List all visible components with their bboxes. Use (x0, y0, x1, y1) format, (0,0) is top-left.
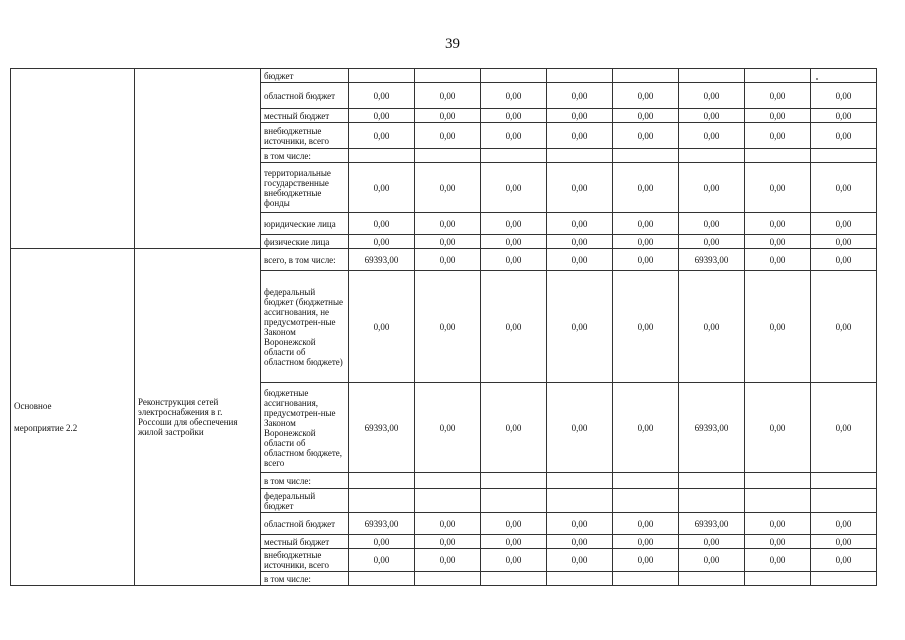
amount-cell: 0,00 (349, 83, 415, 109)
funding-source-cell: федеральный бюджет (261, 489, 349, 513)
funding-source-cell: бюджет (261, 69, 349, 83)
amount-cell (679, 69, 745, 83)
continued-status-cell (11, 69, 135, 249)
amount-cell (547, 149, 613, 163)
funding-source-cell: внебюджетные источники, всего (261, 123, 349, 149)
funding-source-cell: местный бюджет (261, 535, 349, 549)
amount-cell: 0,00 (415, 123, 481, 149)
status-label: Основное (14, 401, 52, 411)
budget-table (10, 68, 877, 586)
amount-cell (613, 489, 679, 513)
amount-cell: 0,00 (745, 271, 811, 383)
amount-cell (745, 69, 811, 83)
amount-cell: 69393,00 (679, 513, 745, 535)
amount-cell: 0,00 (547, 249, 613, 271)
amount-cell: 0,00 (811, 271, 877, 383)
amount-cell: 69393,00 (679, 383, 745, 473)
funding-source-cell: бюджетные ассигнования, предусмотрен-ные Законом Воронежской области об областном бюджете, всего (261, 383, 349, 473)
amount-cell (811, 572, 877, 586)
funding-source-cell: юридические лица (261, 213, 349, 235)
amount-cell (547, 69, 613, 83)
amount-cell (481, 489, 547, 513)
amount-cell: 0,00 (679, 109, 745, 123)
amount-cell: 0,00 (745, 249, 811, 271)
amount-cell: 0,00 (745, 163, 811, 213)
amount-cell: 0,00 (613, 549, 679, 572)
amount-cell: 0,00 (811, 213, 877, 235)
amount-cell: 0,00 (349, 213, 415, 235)
amount-cell: 0,00 (679, 235, 745, 249)
amount-cell: 0,00 (679, 535, 745, 549)
amount-cell (349, 69, 415, 83)
amount-cell: 0,00 (679, 271, 745, 383)
amount-cell (481, 473, 547, 489)
funding-source-cell: в том числе: (261, 149, 349, 163)
funding-source-cell: в том числе: (261, 572, 349, 586)
table-row (11, 249, 877, 271)
amount-cell: 0,00 (811, 383, 877, 473)
amount-cell: 0,00 (481, 513, 547, 535)
page-number: 39 (445, 36, 460, 52)
amount-cell: 0,00 (613, 235, 679, 249)
amount-cell: 0,00 (613, 271, 679, 383)
amount-cell (481, 572, 547, 586)
amount-cell: 0,00 (349, 163, 415, 213)
amount-cell: 0,00 (481, 163, 547, 213)
amount-cell: 0,00 (481, 235, 547, 249)
amount-cell (679, 572, 745, 586)
amount-cell: 0,00 (745, 123, 811, 149)
amount-cell: 0,00 (415, 513, 481, 535)
amount-cell (745, 572, 811, 586)
amount-cell: 0,00 (349, 535, 415, 549)
amount-cell: 0,00 (745, 383, 811, 473)
funding-source-cell: федеральный бюджет (бюджетные ассигнования, не предусмотрен-ные Законом Воронежской области об областном бюджете) (261, 271, 349, 383)
amount-cell (613, 473, 679, 489)
amount-cell: 0,00 (811, 535, 877, 549)
amount-cell: 0,00 (415, 83, 481, 109)
amount-cell: 0,00 (613, 513, 679, 535)
amount-cell (415, 572, 481, 586)
amount-cell: 0,00 (613, 383, 679, 473)
amount-cell: 0,00 (547, 109, 613, 123)
funding-source-cell: всего, в том числе: (261, 249, 349, 271)
amount-cell (349, 473, 415, 489)
amount-cell: 0,00 (547, 535, 613, 549)
amount-cell: 0,00 (745, 535, 811, 549)
amount-cell: 0,00 (349, 549, 415, 572)
amount-cell (547, 489, 613, 513)
amount-cell (679, 489, 745, 513)
amount-cell: 0,00 (745, 513, 811, 535)
amount-cell (745, 489, 811, 513)
amount-cell: 0,00 (613, 123, 679, 149)
amount-cell (349, 489, 415, 513)
amount-cell: 0,00 (481, 249, 547, 271)
amount-cell: 0,00 (745, 83, 811, 109)
amount-cell (811, 149, 877, 163)
event-label: мероприятие 2.2 (14, 423, 78, 433)
amount-cell: 0,00 (613, 535, 679, 549)
amount-cell: 0,00 (679, 83, 745, 109)
amount-cell: 0,00 (415, 249, 481, 271)
amount-cell: 0,00 (811, 235, 877, 249)
event-name-cell: Реконструкция сетей электроснабжения в г. Россоши для обеспечения жилой застройки (135, 249, 261, 586)
amount-cell: 0,00 (415, 535, 481, 549)
amount-cell: 0,00 (481, 123, 547, 149)
amount-cell: 0,00 (811, 163, 877, 213)
amount-cell: 0,00 (415, 271, 481, 383)
amount-cell: 0,00 (613, 109, 679, 123)
status-cell (11, 249, 135, 586)
amount-cell: 0,00 (349, 109, 415, 123)
amount-cell: 0,00 (415, 383, 481, 473)
amount-cell (481, 69, 547, 83)
amount-cell: 0,00 (547, 163, 613, 213)
amount-cell (349, 572, 415, 586)
amount-cell (811, 489, 877, 513)
amount-cell (415, 149, 481, 163)
amount-cell (679, 473, 745, 489)
amount-cell: 0,00 (481, 549, 547, 572)
funding-source-cell: в том числе: (261, 473, 349, 489)
funding-source-cell: физические лица (261, 235, 349, 249)
amount-cell: 0,00 (349, 123, 415, 149)
amount-cell: 0,00 (811, 249, 877, 271)
amount-cell (547, 572, 613, 586)
amount-cell: 0,00 (679, 549, 745, 572)
amount-cell: 0,00 (415, 163, 481, 213)
amount-cell: 0,00 (547, 513, 613, 535)
amount-cell: 0,00 (547, 271, 613, 383)
amount-cell: 0,00 (679, 163, 745, 213)
amount-cell: 0,00 (481, 109, 547, 123)
amount-cell (613, 572, 679, 586)
table-row (11, 69, 877, 83)
amount-cell: 0,00 (481, 383, 547, 473)
amount-cell (679, 149, 745, 163)
amount-cell (547, 473, 613, 489)
amount-cell (415, 473, 481, 489)
amount-cell: 0,00 (811, 549, 877, 572)
amount-cell: 0,00 (679, 213, 745, 235)
amount-cell: 0,00 (679, 123, 745, 149)
amount-cell: 0,00 (745, 213, 811, 235)
amount-cell: 0,00 (415, 235, 481, 249)
amount-cell: 0,00 (613, 83, 679, 109)
amount-cell: 0,00 (547, 213, 613, 235)
amount-cell: 0,00 (481, 535, 547, 549)
amount-cell: 0,00 (613, 213, 679, 235)
amount-cell: 0,00 (547, 383, 613, 473)
amount-cell: 0,00 (547, 123, 613, 149)
amount-cell: 0,00 (745, 109, 811, 123)
amount-cell (415, 489, 481, 513)
funding-source-cell: внебюджетные источники, всего (261, 549, 349, 572)
funding-source-cell: территориальные государственные внебюджетные фонды (261, 163, 349, 213)
amount-cell: 0,00 (613, 249, 679, 271)
funding-source-cell: местный бюджет (261, 109, 349, 123)
amount-cell: 0,00 (613, 163, 679, 213)
funding-source-cell: областной бюджет (261, 513, 349, 535)
amount-cell: 69393,00 (349, 249, 415, 271)
amount-cell (745, 149, 811, 163)
amount-cell: 0,00 (415, 549, 481, 572)
amount-cell: 0,00 (811, 83, 877, 109)
amount-cell: 69393,00 (679, 249, 745, 271)
amount-cell: 69393,00 (349, 383, 415, 473)
funding-source-cell: областной бюджет (261, 83, 349, 109)
amount-cell (481, 149, 547, 163)
amount-cell: 0,00 (481, 213, 547, 235)
amount-cell: 0,00 (745, 235, 811, 249)
amount-cell: 0,00 (481, 83, 547, 109)
amount-cell (613, 149, 679, 163)
amount-cell (415, 69, 481, 83)
amount-cell: 0,00 (415, 109, 481, 123)
amount-cell: 0,00 (481, 271, 547, 383)
amount-cell: 0,00 (349, 271, 415, 383)
amount-cell (349, 149, 415, 163)
amount-cell: 0,00 (811, 513, 877, 535)
amount-cell: 0,00 (811, 123, 877, 149)
scan-speck (816, 78, 818, 80)
amount-cell (745, 473, 811, 489)
amount-cell: 0,00 (547, 235, 613, 249)
amount-cell: 0,00 (415, 213, 481, 235)
amount-cell: 0,00 (349, 235, 415, 249)
amount-cell: 0,00 (547, 83, 613, 109)
amount-cell (613, 69, 679, 83)
amount-cell (811, 69, 877, 83)
amount-cell: 0,00 (547, 549, 613, 572)
table-body (11, 69, 877, 586)
amount-cell: 0,00 (745, 549, 811, 572)
amount-cell (811, 473, 877, 489)
amount-cell: 0,00 (811, 109, 877, 123)
amount-cell: 69393,00 (349, 513, 415, 535)
continued-name-cell (135, 69, 261, 249)
